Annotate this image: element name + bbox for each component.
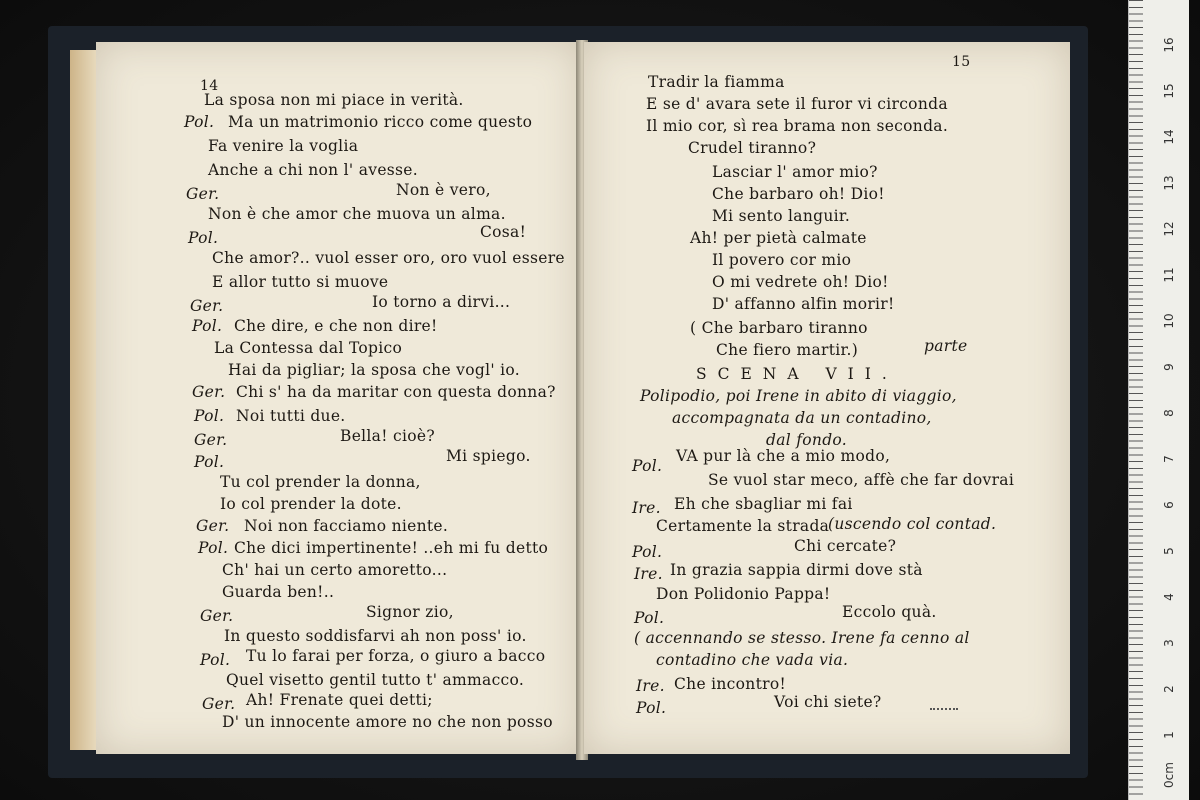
catchword-mark: [930, 708, 958, 718]
speaker-label: Ger.: [194, 431, 228, 449]
speaker-label: Ire.: [632, 499, 661, 517]
text-line: Signor zio,: [366, 603, 454, 621]
ruler-label: 6: [1162, 501, 1176, 509]
ruler-label: 13: [1162, 175, 1176, 191]
text-line: Bella! cioè?: [340, 427, 435, 445]
ruler-label: 7: [1162, 455, 1176, 463]
stage-direction: dal fondo.: [766, 431, 848, 449]
text-line: Io torno a dirvi...: [372, 293, 511, 311]
speaker-label: Ger.: [202, 695, 236, 713]
speaker-label: Pol.: [198, 539, 229, 557]
text-line: Chi s' ha da maritar con questa donna?: [236, 383, 556, 401]
ruler-label: 4: [1162, 593, 1176, 601]
text-line: E allor tutto si muove: [212, 273, 389, 291]
text-line: La Contessa dal Topico: [214, 339, 403, 357]
speaker-label: Pol.: [188, 229, 219, 247]
speaker-label: Ire.: [636, 677, 665, 695]
speaker-label: Pol.: [194, 407, 225, 425]
ruler-label: 12: [1162, 221, 1176, 237]
measuring-ruler: [1128, 0, 1189, 800]
text-line: Noi non facciamo niente.: [244, 517, 449, 535]
ruler-label: 8: [1162, 409, 1176, 417]
text-line: Eccolo quà.: [842, 603, 937, 621]
left-page: [96, 42, 580, 754]
ruler-label: 14: [1162, 129, 1176, 145]
text-line: Che amor?.. vuol esser oro, oro vuol essere: [212, 249, 565, 267]
ruler-label: 10: [1162, 313, 1176, 329]
text-line: La sposa non mi piace in verità.: [204, 91, 464, 109]
text-line: Ah! per pietà calmate: [690, 229, 867, 247]
page-stack-edge: [70, 50, 98, 750]
ruler-label: 11: [1162, 267, 1176, 283]
speaker-label: Pol.: [632, 457, 663, 475]
ruler-label: 3: [1162, 639, 1176, 647]
right-page: [584, 42, 1070, 754]
stage-direction: Polipodio, poi Irene in abito di viaggio,: [640, 387, 957, 405]
text-line: Che dici impertinente! ..eh mi fu detto: [234, 539, 549, 557]
text-line: Tradir la fiamma: [648, 73, 785, 91]
text-line: Lasciar l' amor mio?: [712, 163, 878, 181]
speaker-label: Pol.: [194, 453, 225, 471]
speaker-label: Pol.: [184, 113, 215, 131]
text-line: Cosa!: [480, 223, 527, 241]
text-line: Noi tutti due.: [236, 407, 346, 425]
ruler-label: 0cm: [1162, 762, 1176, 788]
text-line: D' affanno alfin morir!: [712, 295, 895, 313]
speaker-label: Pol.: [634, 609, 665, 627]
stage-direction: contadino che vada via.: [656, 651, 849, 669]
speaker-label: Ger.: [192, 383, 226, 401]
text-line: ( Che barbaro tiranno: [690, 319, 868, 337]
speaker-label: Ger.: [196, 517, 230, 535]
text-line: D' un innocente amore no che non posso: [222, 713, 553, 731]
ruler-label: 16: [1162, 37, 1176, 53]
text-line: Ma un matrimonio ricco come questo: [228, 113, 533, 131]
speaker-label: Pol.: [200, 651, 231, 669]
text-line: In grazia sappia dirmi dove stà: [670, 561, 923, 579]
text-line: Non è vero,: [396, 181, 491, 199]
text-line: In questo soddisfarvi ah non poss' io.: [224, 627, 527, 645]
text-line: Fa venire la voglia: [208, 137, 359, 155]
text-line: Tu col prender la donna,: [220, 473, 421, 491]
speaker-label: Ger.: [190, 297, 224, 315]
ruler-label: 9: [1162, 363, 1176, 371]
ruler-label: 1: [1162, 731, 1176, 739]
text-line: Voi chi siete?: [774, 693, 882, 711]
text-line: Mi spiego.: [446, 447, 531, 465]
text-line: E se d' avara sete il furor vi circonda: [646, 95, 948, 113]
text-line: Anche a chi non l' avesse.: [208, 161, 419, 179]
text-line: Mi sento languir.: [712, 207, 851, 225]
stage-direction: ( accennando se stesso. Irene fa cenno al: [634, 629, 970, 647]
text-line: Io col prender la dote.: [220, 495, 402, 513]
speaker-label: Ire.: [634, 565, 663, 583]
text-line: VA pur là che a mio modo,: [676, 447, 891, 465]
ruler-label: 15: [1162, 83, 1176, 99]
ruler-label: 2: [1162, 685, 1176, 693]
text-line: Don Polidonio Pappa!: [656, 585, 831, 603]
text-line: Che barbaro oh! Dio!: [712, 185, 885, 203]
speaker-label: Pol.: [636, 699, 667, 717]
text-line: Eh che sbagliar mi fai: [674, 495, 853, 513]
stage-direction: accompagnata da un contadino,: [672, 409, 932, 427]
text-line: Il mio cor, sì rea brama non seconda.: [646, 117, 949, 135]
scene-heading: SCENA VII.: [696, 365, 898, 383]
text-line: Quel visetto gentil tutto t' ammacco.: [226, 671, 525, 689]
text-line: Ch' hai un certo amoretto...: [222, 561, 448, 579]
text-line: Che incontro!: [674, 675, 786, 693]
text-line: Che fiero martir.): [716, 341, 859, 359]
ruler-label: 5: [1162, 547, 1176, 555]
text-line: Ah! Frenate quei detti;: [246, 691, 433, 709]
text-line: O mi vedrete oh! Dio!: [712, 273, 889, 291]
text-line: Chi cercate?: [794, 537, 897, 555]
text-line: Hai da pigliar; la sposa che vogl' io.: [228, 361, 520, 379]
speaker-label: Pol.: [632, 543, 663, 561]
stage-direction: (uscendo col contad.: [828, 515, 997, 533]
text-line: Tu lo farai per forza, o giuro a bacco: [246, 647, 546, 665]
text-line: Che dire, e che non dire!: [234, 317, 438, 335]
text-line: Guarda ben!..: [222, 583, 335, 601]
speaker-label: Ger.: [200, 607, 234, 625]
page-number: 14: [200, 78, 219, 94]
speaker-label: Ger.: [186, 185, 220, 203]
page-number: 15: [952, 54, 971, 70]
stage-direction: parte: [924, 337, 968, 355]
text-line: Certamente la strada: [656, 517, 830, 535]
text-line: Non è che amor che muova un alma.: [208, 205, 506, 223]
text-line: Se vuol star meco, affè che far dovrai: [708, 471, 1015, 489]
speaker-label: Pol.: [192, 317, 223, 335]
ruler-ticks: [1129, 0, 1143, 800]
text-line: Il povero cor mio: [712, 251, 852, 269]
text-line: Crudel tiranno?: [688, 139, 817, 157]
